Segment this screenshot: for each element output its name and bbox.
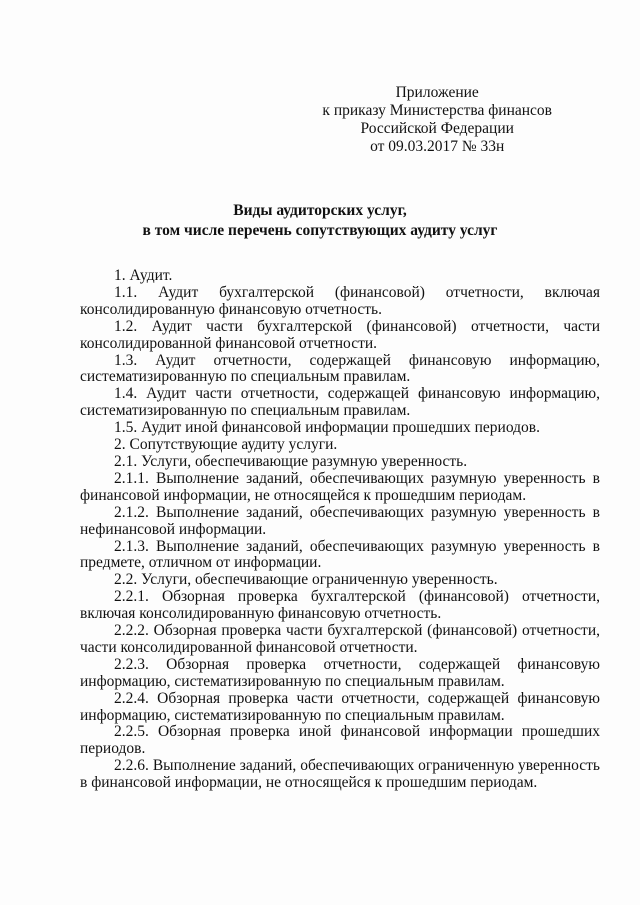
list-item: 2.2.3. Обзорная проверка отчетности, содержащей финансовую информацию, систематизированную по специальным правилам. (80, 655, 600, 690)
list-item: 2.2.5. Обзорная проверка иной финансовой информации прошедших периодов. (80, 723, 600, 758)
document-title (0, 201, 640, 241)
list-item: 2.1. Услуги, обеспечивающие разумную уверенность. (114, 452, 468, 470)
list-item: 1.2. Аудит части бухгалтерской (финансовой) отчетности, части консолидированной финансовой отчетности. (80, 317, 600, 352)
list-item: 2.2.4. Обзорная проверка части отчетности, содержащей финансовую информацию, систематизированную по специальным правилам. (80, 689, 600, 724)
appendix-line: к приказу Министерства финансов (322, 102, 552, 119)
document-body (80, 268, 600, 792)
title-line: в том числе перечень сопутствующих аудиту услуг (142, 222, 498, 239)
list-item: 1.4. Аудит части отчетности, содержащей финансовую информацию, систематизированную по специальным правилам. (80, 385, 600, 420)
list-item: 1.5. Аудит иной финансовой информации прошедших периодов. (114, 419, 540, 437)
title-line: Виды аудиторских услуг, (233, 202, 407, 219)
list-item: 2.1.1. Выполнение заданий, обеспечивающих разумную уверенность в финансовой информации, не относящейся к прошедшим периодам. (80, 469, 600, 504)
list-item: 2.2.6. Выполнение заданий, обеспечивающих ограниченную уверенность в финансовой информации, не относящейся к прошедшим периодам. (80, 757, 600, 792)
list-item: 2.2.1. Обзорная проверка бухгалтерской (финансовой) отчетности, включая консолидированную финансовую отчетность. (80, 588, 600, 623)
appendix-line: от 09.03.2017 № 33н (370, 138, 505, 155)
appendix-line: Приложение (395, 84, 479, 101)
list-item: 1. Аудит. (114, 267, 173, 284)
list-item: 2.2. Услуги, обеспечивающие ограниченную уверенность. (114, 571, 498, 589)
list-item: 1.3. Аудит отчетности, содержащей финансовую информацию, систематизированную по специальным правилам. (80, 351, 600, 386)
list-item: 1.1. Аудит бухгалтерской (финансовой) отчетности, включая консолидированную финансовую отчетность. (80, 283, 600, 318)
appendix-header (322, 84, 552, 156)
list-item: 2.1.2. Выполнение заданий, обеспечивающих разумную уверенность в нефинансовой информации. (80, 503, 600, 538)
list-item: 2. Сопутствующие аудиту услуги. (114, 436, 338, 454)
list-item: 2.1.3. Выполнение заданий, обеспечивающих разумную уверенность в предмете, отличном от информации. (80, 537, 600, 572)
list-item: 2.2.2. Обзорная проверка части бухгалтерской (финансовой) отчетности, части консолидированной финансовой отчетности. (80, 622, 600, 656)
appendix-line: Российской Федерации (360, 120, 514, 137)
